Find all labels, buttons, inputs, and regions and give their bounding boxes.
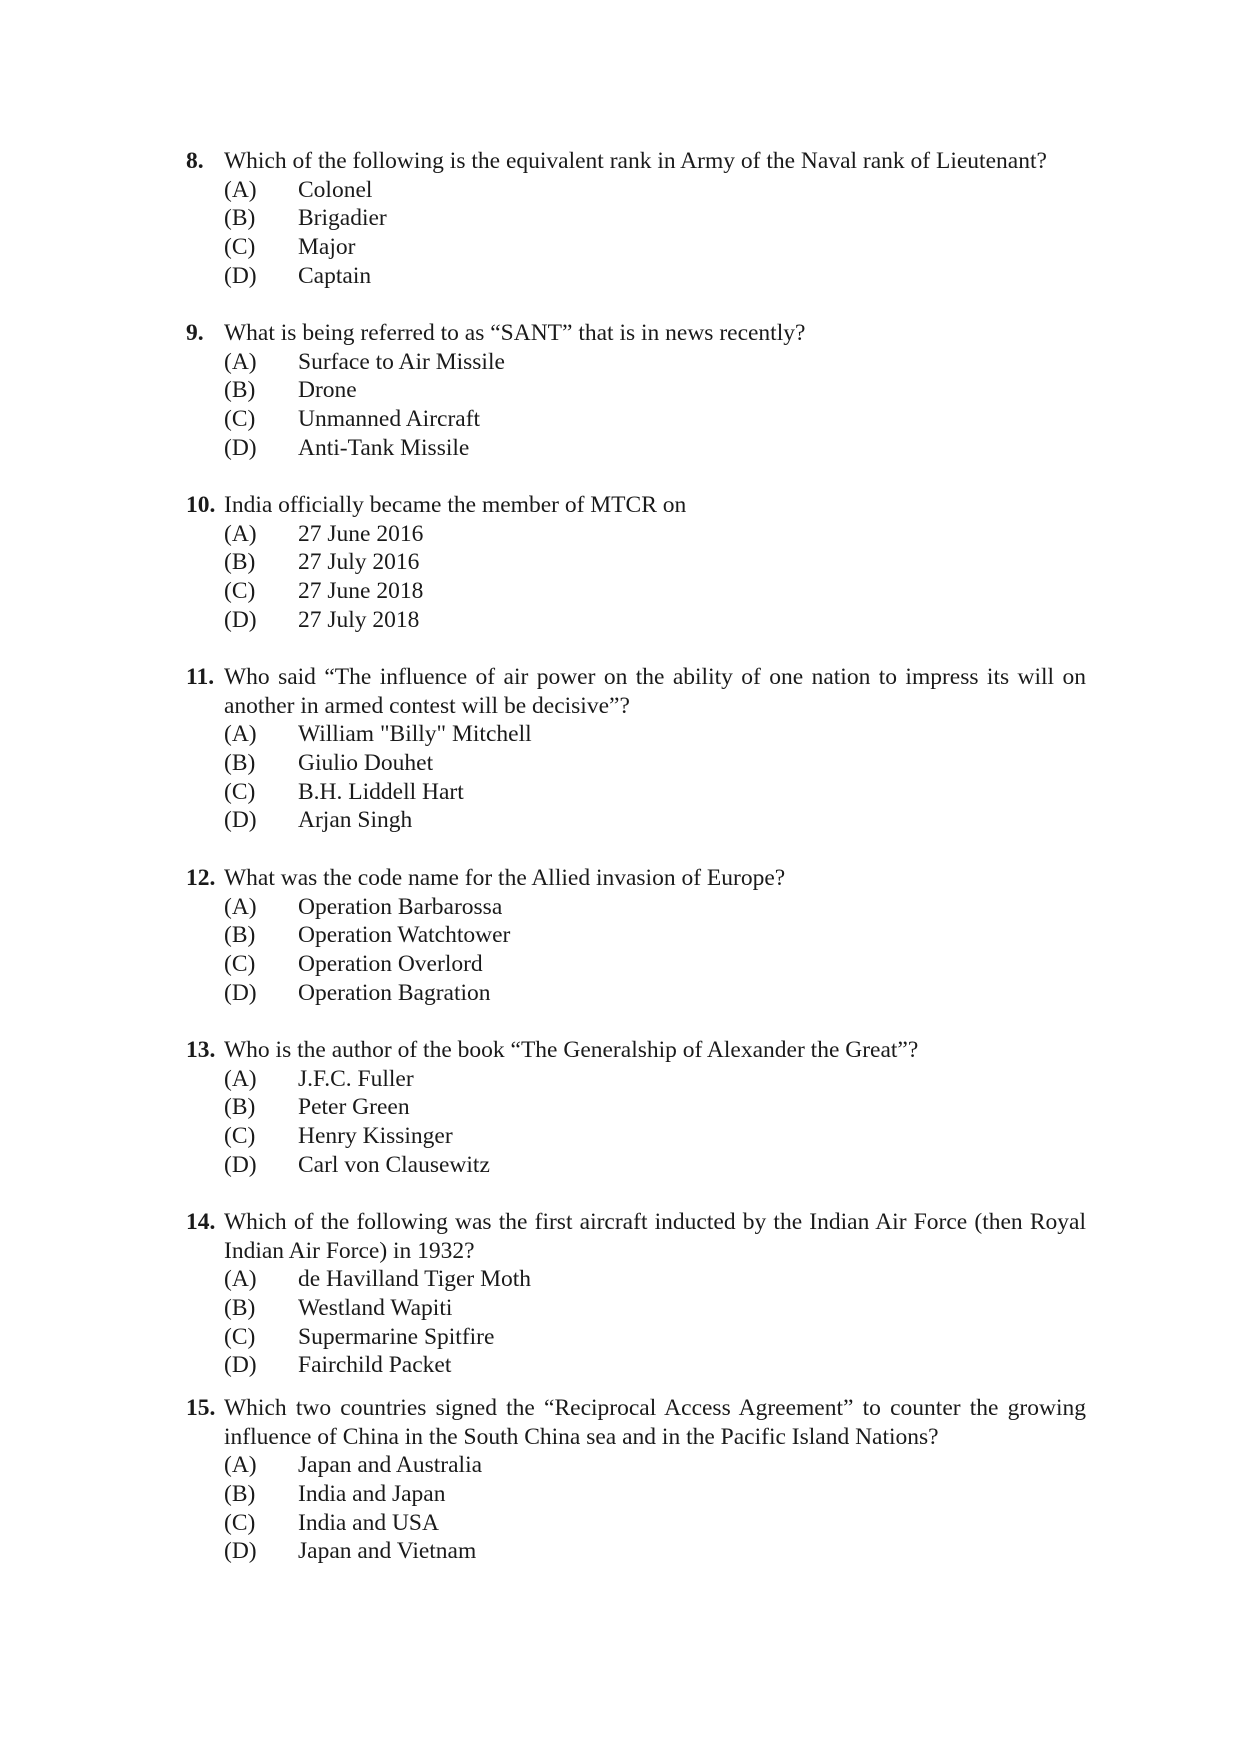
options-list: [186, 893, 1086, 1008]
question-number: 13.: [186, 1037, 216, 1063]
option-d: [186, 806, 1086, 835]
option-text: Anti-Tank Missile: [298, 434, 470, 461]
option-label: (B): [224, 750, 256, 777]
option-text: India and USA: [298, 1509, 439, 1536]
option-label: (C): [224, 951, 256, 978]
option-text: B.H. Liddell Hart: [298, 778, 464, 805]
option-label: (A): [224, 1452, 257, 1479]
question-number: 15.: [186, 1395, 216, 1421]
option-b: [186, 1480, 1086, 1509]
question-10: [186, 491, 1086, 634]
question-8: [186, 147, 1086, 290]
option-text: Giulio Douhet: [298, 750, 434, 777]
option-c: [186, 778, 1086, 807]
option-label: (C): [224, 1509, 256, 1536]
question-stem: [186, 1036, 1086, 1065]
question-text: Who is the author of the book “The Generalship of Alexander the Great”?: [224, 1037, 919, 1063]
option-label: (D): [224, 807, 257, 834]
option-text: Henry Kissinger: [298, 1123, 453, 1150]
option-d: [186, 606, 1086, 635]
question-text: What was the code name for the Allied invasion of Europe?: [224, 865, 786, 891]
question-stem: [186, 1208, 1086, 1265]
option-text: Peter Green: [298, 1094, 410, 1121]
question-number: 10.: [186, 492, 216, 518]
option-text: Operation Bagration: [298, 979, 491, 1006]
option-a: [186, 520, 1086, 549]
question-13: [186, 1036, 1086, 1179]
option-text: 27 July 2018: [298, 606, 420, 633]
option-label: (B): [224, 205, 256, 232]
question-text: What is being referred to as “SANT” that is in news recently?: [224, 320, 806, 346]
options-list: [186, 1265, 1086, 1380]
option-text: 27 June 2018: [298, 578, 424, 605]
option-b: [186, 1093, 1086, 1122]
option-text: 27 July 2016: [298, 549, 420, 576]
option-text: J.F.C. Fuller: [298, 1065, 414, 1092]
options-list: [186, 348, 1086, 463]
options-list: [186, 1065, 1086, 1180]
option-c: [186, 1122, 1086, 1151]
option-d: [186, 434, 1086, 463]
option-label: (A): [224, 520, 257, 547]
option-text: Brigadier: [298, 205, 387, 232]
option-text: Fairchild Packet: [298, 1352, 452, 1379]
option-b: [186, 204, 1086, 233]
option-text: Operation Barbarossa: [298, 893, 503, 920]
question-text: Which of the following is the equivalent rank in Army of the Naval rank of Lieutenant?: [224, 148, 1047, 174]
option-text: Colonel: [298, 176, 373, 203]
option-text: Carl von Clausewitz: [298, 1151, 490, 1178]
option-label: (D): [224, 434, 257, 461]
question-stem: [186, 663, 1086, 720]
option-label: (C): [224, 1123, 256, 1150]
option-d: [186, 1351, 1086, 1380]
option-c: [186, 950, 1086, 979]
option-label: (C): [224, 578, 256, 605]
question-number: 12.: [186, 865, 216, 891]
option-d: [186, 1151, 1086, 1180]
option-label: (A): [224, 176, 257, 203]
option-c: [186, 1323, 1086, 1352]
option-label: (B): [224, 922, 256, 949]
option-label: (A): [224, 893, 257, 920]
option-c: [186, 577, 1086, 606]
option-label: (B): [224, 1094, 256, 1121]
question-stem: [186, 491, 1086, 520]
question-number: 14.: [186, 1209, 216, 1235]
option-text: Captain: [298, 262, 372, 289]
question-number: 8.: [186, 148, 204, 174]
option-text: Japan and Vietnam: [298, 1538, 477, 1565]
question-number: 9.: [186, 320, 204, 346]
option-label: (D): [224, 1151, 257, 1178]
question-stem: [186, 147, 1086, 176]
option-text: Supermarine Spitfire: [298, 1323, 495, 1350]
option-text: 27 June 2016: [298, 520, 424, 547]
options-list: [186, 720, 1086, 835]
option-d: [186, 979, 1086, 1008]
option-label: (D): [224, 1538, 257, 1565]
option-label: (C): [224, 778, 256, 805]
option-label: (A): [224, 1065, 257, 1092]
option-d: [186, 262, 1086, 291]
option-a: [186, 176, 1086, 205]
option-text: Operation Watchtower: [298, 922, 511, 949]
option-label: (C): [224, 1323, 256, 1350]
options-list: [186, 176, 1086, 291]
options-list: [186, 520, 1086, 635]
option-b: [186, 921, 1086, 950]
option-c: [186, 1509, 1086, 1538]
option-b: [186, 1294, 1086, 1323]
option-label: (D): [224, 979, 257, 1006]
option-label: (A): [224, 348, 257, 375]
option-text: Arjan Singh: [298, 807, 413, 834]
question-text: Which two countries signed the “Reciprocal Access Agreement” to counter the growing influence of China in the South China sea and in the Pacific Island Nations?: [224, 1395, 1086, 1450]
option-text: Unmanned Aircraft: [298, 406, 481, 433]
option-label: (D): [224, 262, 257, 289]
question-12: [186, 864, 1086, 1007]
option-text: Major: [298, 234, 356, 261]
option-text: de Havilland Tiger Moth: [298, 1266, 532, 1293]
question-15: [186, 1394, 1086, 1566]
option-text: Operation Overlord: [298, 951, 483, 978]
option-label: (B): [224, 549, 256, 576]
option-label: (B): [224, 1295, 256, 1322]
option-d: [186, 1537, 1086, 1566]
option-a: [186, 348, 1086, 377]
question-stem: [186, 1394, 1086, 1451]
option-text: India and Japan: [298, 1481, 446, 1508]
question-text: Which of the following was the first aircraft inducted by the Indian Air Force (then Royal Indian Air Force) in 1932?: [224, 1209, 1086, 1264]
option-b: [186, 376, 1086, 405]
options-list: [186, 1451, 1086, 1566]
question-text: Who said “The influence of air power on the ability of one nation to impress its will on another in armed contest will be decisive”?: [224, 664, 1086, 719]
question-stem: [186, 319, 1086, 348]
option-text: Drone: [298, 377, 357, 404]
option-label: (C): [224, 234, 256, 261]
option-label: (B): [224, 377, 256, 404]
question-text: India officially became the member of MTCR on: [224, 492, 687, 518]
option-a: [186, 1265, 1086, 1294]
question-11: [186, 663, 1086, 835]
question-number: 11.: [186, 664, 215, 690]
option-c: [186, 233, 1086, 262]
option-text: Japan and Australia: [298, 1452, 483, 1479]
option-a: [186, 1065, 1086, 1094]
option-label: (A): [224, 721, 257, 748]
option-b: [186, 749, 1086, 778]
question-stem: [186, 864, 1086, 893]
option-label: (C): [224, 406, 256, 433]
option-text: William "Billy" Mitchell: [298, 721, 532, 748]
option-label: (D): [224, 1352, 257, 1379]
option-label: (B): [224, 1481, 256, 1508]
option-text: Westland Wapiti: [298, 1295, 453, 1322]
option-a: [186, 1451, 1086, 1480]
option-label: (D): [224, 606, 257, 633]
option-text: Surface to Air Missile: [298, 348, 505, 375]
option-label: (A): [224, 1266, 257, 1293]
option-a: [186, 720, 1086, 749]
option-b: [186, 548, 1086, 577]
option-a: [186, 893, 1086, 922]
option-c: [186, 405, 1086, 434]
question-14: [186, 1208, 1086, 1380]
question-9: [186, 319, 1086, 462]
